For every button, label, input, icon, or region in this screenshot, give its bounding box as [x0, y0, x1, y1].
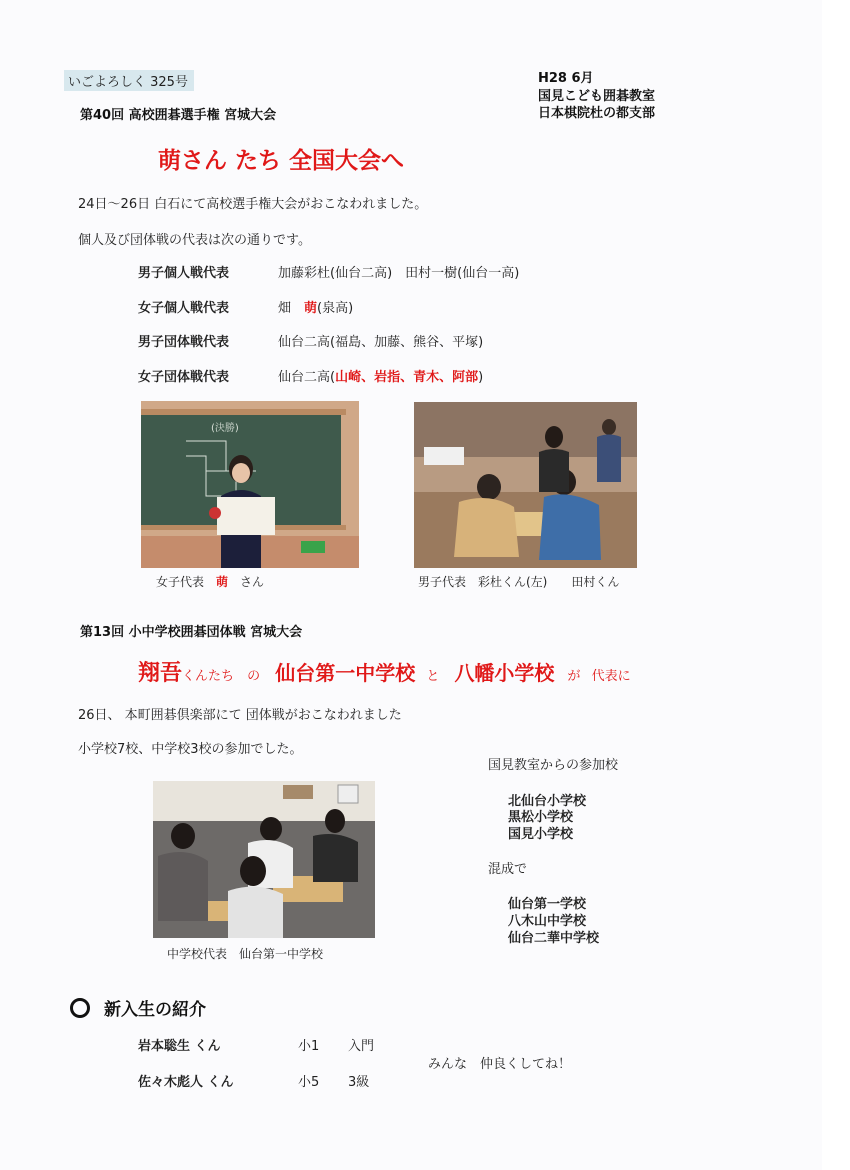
student-name: 佐々木彪人 くん: [138, 1075, 234, 1090]
photo1-caption: 女子代表 萌 さん: [156, 575, 265, 589]
highlight-names: 山崎、岩指、青木、阿部: [335, 370, 479, 385]
mixed-school-item: 八木山中学校: [508, 914, 587, 929]
rep-value: 加藤彩杜(仙台二高) 田村一樹(仙台一高): [278, 266, 520, 281]
section1-line1: 24日～26日 白石にて高校選手権大会がおこなわれました。: [78, 197, 428, 212]
rep-value: 仙台二高(福島、加藤、熊谷、平塚): [278, 335, 484, 350]
photo-boys-representatives: [414, 402, 637, 568]
rep-value: 畑 萌(泉高): [278, 301, 354, 316]
student-level: 3級: [348, 1075, 370, 1090]
section2-line1: 26日、 本町囲碁倶楽部にて 団体戦がおこなわれました: [78, 708, 402, 723]
org-branch: 日本棋院杜の都支部: [538, 106, 656, 121]
section1-line2: 個人及び団体戦の代表は次の通りです。: [78, 233, 311, 248]
student-level: 入門: [348, 1039, 375, 1054]
section2-line2: 小学校7校、中学校3校の参加でした。: [78, 742, 303, 757]
photo2-caption: 男子代表 彩杜くん(左) 田村くん: [418, 575, 620, 589]
section1-headline: 萌さん たち 全国大会へ: [158, 148, 405, 174]
student-grade: 小1: [298, 1039, 320, 1054]
school-item: 北仙台小学校: [508, 794, 587, 809]
school-item: 国見小学校: [508, 827, 574, 842]
section1-heading: 第40回 高校囲碁選手権 宮城大会: [80, 108, 277, 123]
svg-text:(決勝): (決勝): [211, 423, 239, 434]
org-name: 国見こども囲碁教室: [538, 89, 656, 104]
photo-middle-school-team: [153, 781, 375, 938]
date-label: H28 6月: [538, 71, 594, 86]
rep-label: 男子個人戦代表: [138, 266, 230, 281]
circle-icon: [70, 998, 90, 1018]
rep-value: 仙台二高(山崎、岩指、青木、阿部): [278, 370, 484, 385]
student-name: 岩本聡生 くん: [138, 1039, 221, 1054]
mixed-title: 混成で: [488, 862, 528, 877]
section2-headline: 翔吾くんたち の 仙台第一中学校 と 八幡小学校 が 代表に: [138, 661, 631, 686]
photo-girls-representative: [141, 401, 359, 568]
issue-label: いごよろしく 325号: [64, 70, 194, 91]
schools-title: 国見教室からの参加校: [488, 758, 619, 773]
rep-label: 女子団体戦代表: [138, 370, 230, 385]
highlight-name: 萌: [304, 301, 318, 316]
rep-label: 男子団体戦代表: [138, 335, 230, 350]
photo3-caption: 中学校代表 仙台第一中学校: [167, 947, 324, 961]
section2-heading: 第13回 小中学校囲碁団体戦 宮城大会: [80, 625, 303, 640]
mixed-school-item: 仙台第一学校: [508, 897, 587, 912]
page-edge: [822, 0, 850, 1170]
mixed-school-item: 仙台二華中学校: [508, 931, 600, 946]
rep-label: 女子個人戦代表: [138, 301, 230, 316]
school-item: 黒松小学校: [508, 810, 574, 825]
student-grade: 小5: [298, 1075, 320, 1090]
section3-heading: 新入生の紹介: [104, 1000, 206, 1020]
welcome-message: みんな 仲良くしてね！: [428, 1057, 572, 1072]
